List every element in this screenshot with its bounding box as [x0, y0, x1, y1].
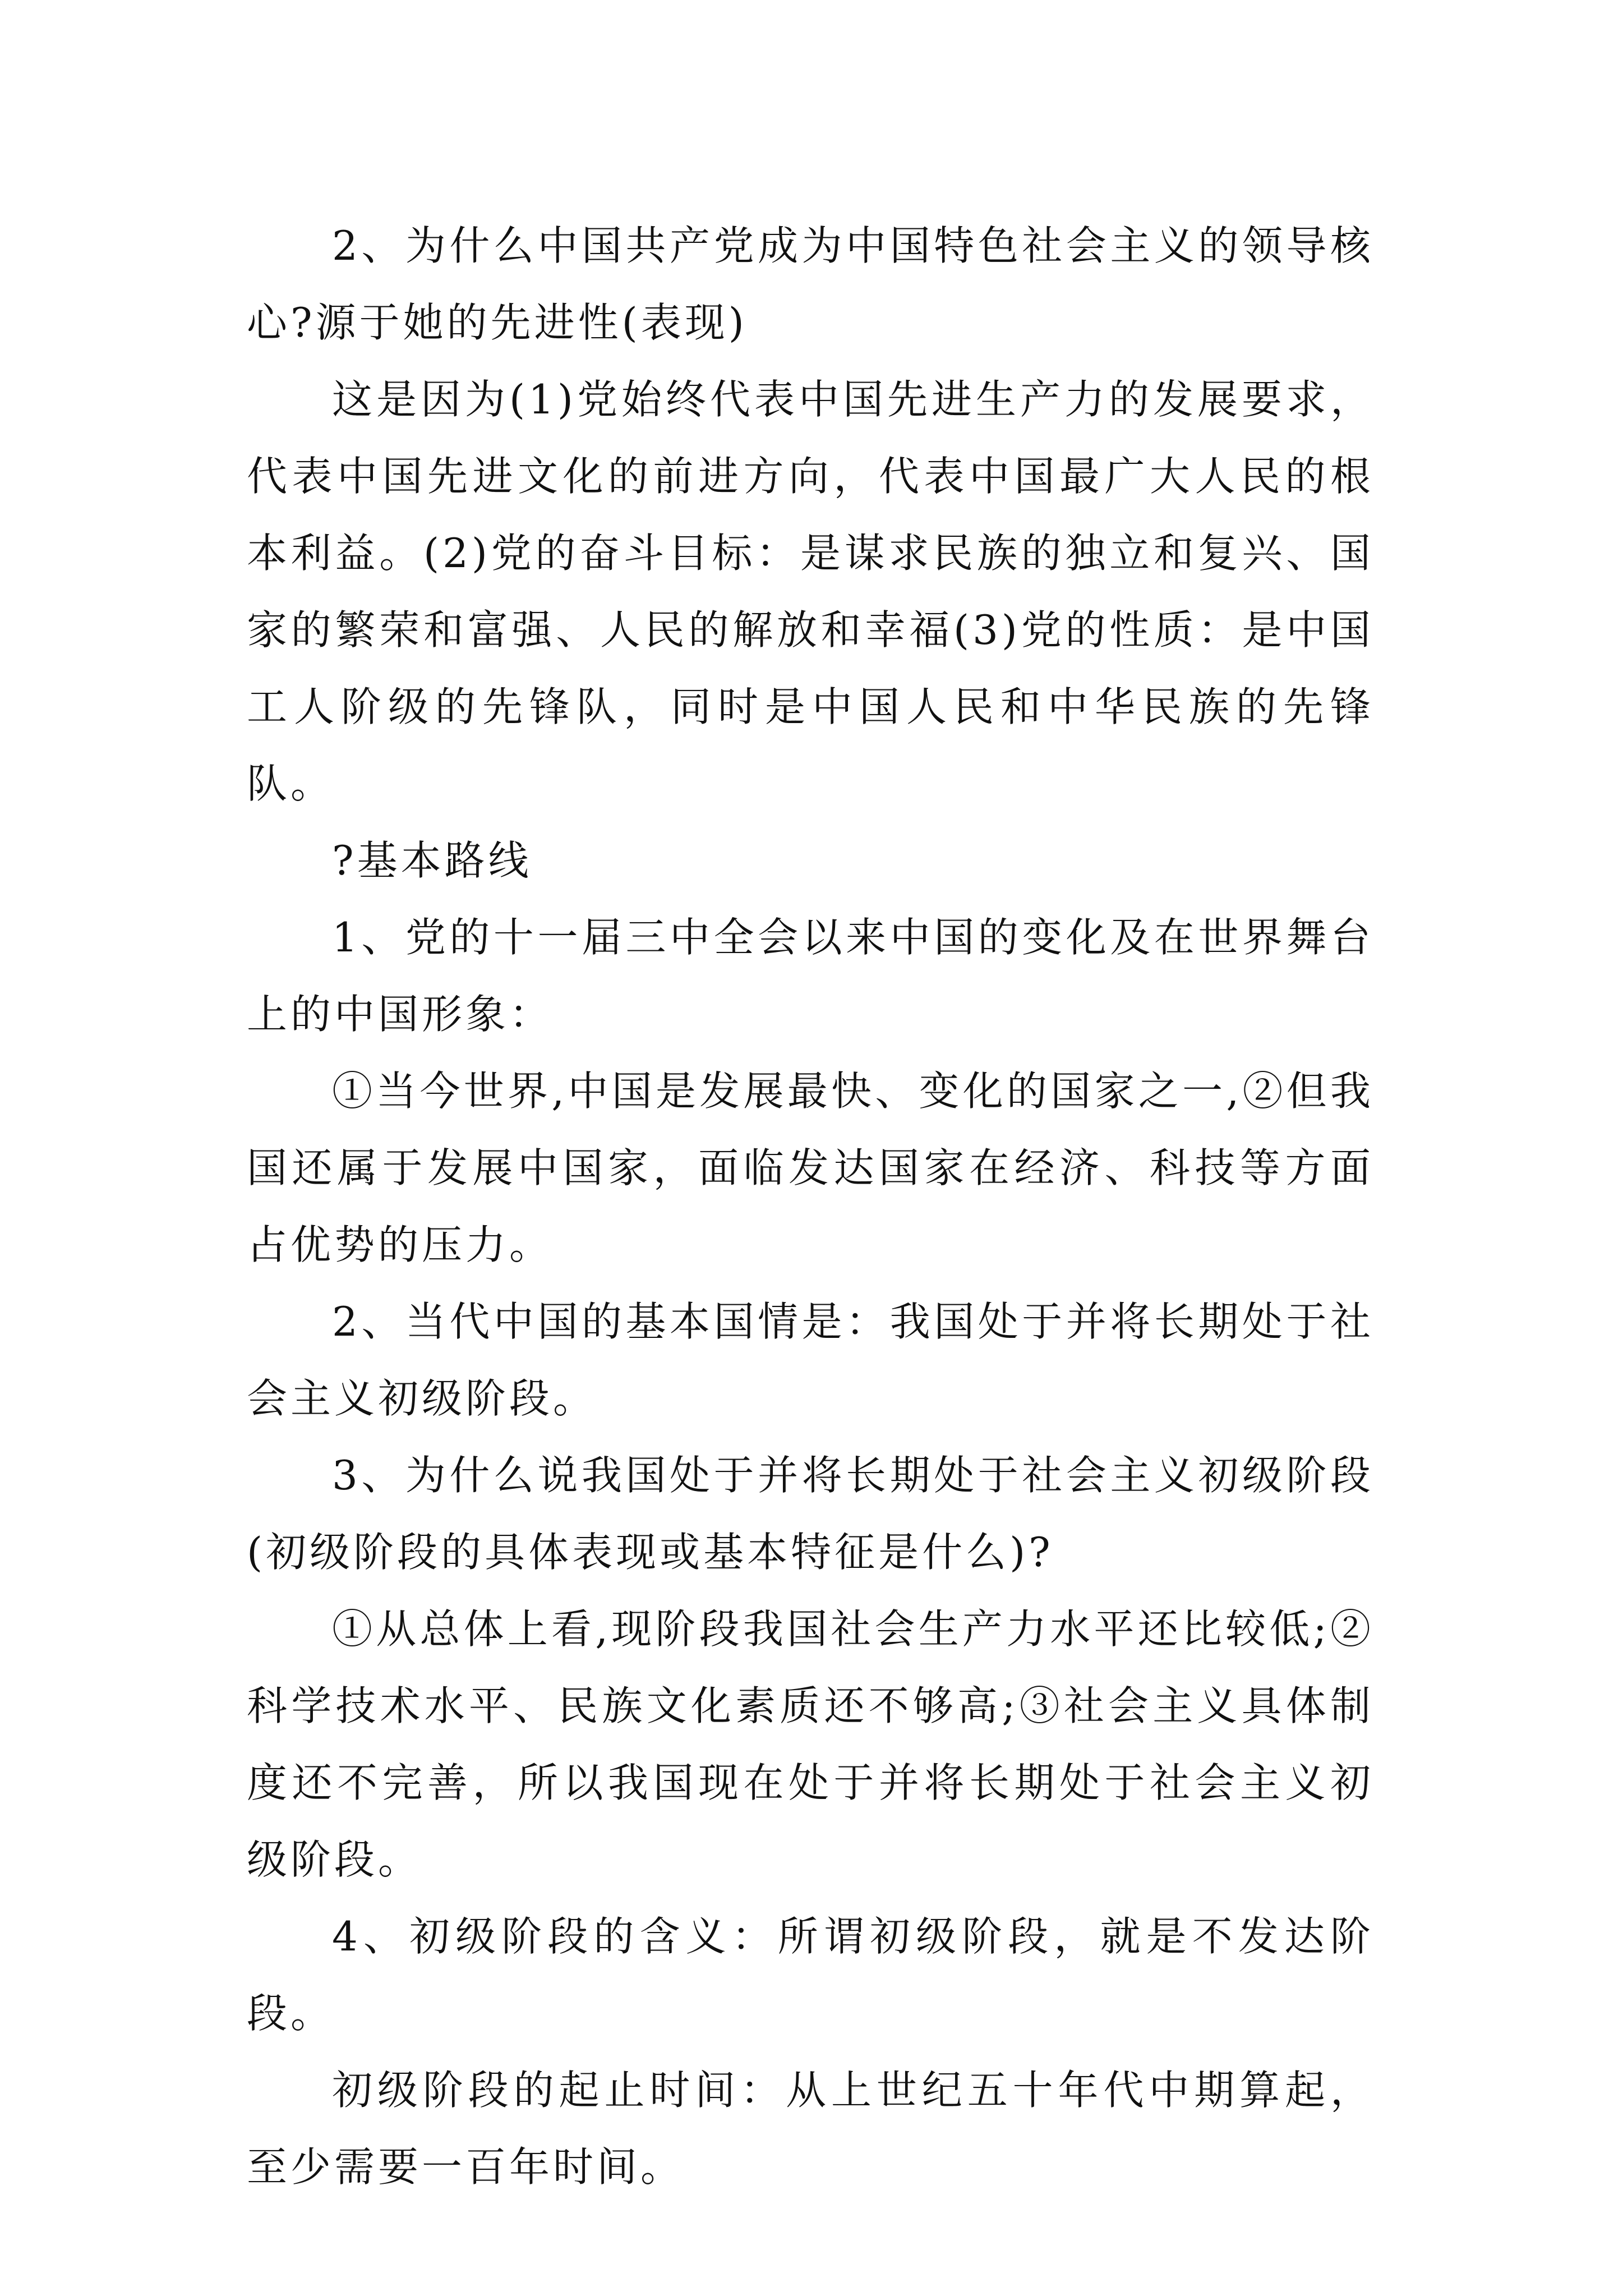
paragraph-china-status: ①当今世界,中国是发展最快、变化的国家之一,②但我国还属于发展中国家，面临发达国家在经济、科技等方面占优势的压力。	[247, 1068, 1374, 1268]
section-heading-basic-line: ?基本路线	[332, 837, 532, 884]
paragraph-why-primary-stage: 3、为什么说我国处于并将长期处于社会主义初级阶段(初级阶段的具体表现或基本特征是什么)?	[247, 1452, 1374, 1576]
paragraph-reasons: 这是因为(1)党始终代表中国先进生产力的发展要求，代表中国先进文化的前进方向，代表中国最广大人民的根本利益。(2)党的奋斗目标：是谋求民族的独立和复兴、国家的繁荣和富强、人民的解放和幸福(3)党的性质：是中国工人阶级的先锋队，同时是中国人民和中华民族的先锋队。	[247, 376, 1374, 807]
paragraph-basic-national-condition: 2、当代中国的基本国情是：我国处于并将长期处于社会主义初级阶段。	[247, 1298, 1374, 1422]
document-page	[247, 208, 1374, 2206]
paragraph-primary-stage-duration: 初级阶段的起止时间：从上世纪五十年代中期算起，至少需要一百年时间。	[247, 2067, 1374, 2191]
paragraph-changes-since-plenum: 1、党的十一届三中全会以来中国的变化及在世界舞台上的中国形象：	[247, 914, 1374, 1038]
paragraph-primary-stage-meaning: 4、初级阶段的含义：所谓初级阶段，就是不发达阶段。	[247, 1913, 1374, 2037]
paragraph-why-party-leads: 2、为什么中国共产党成为中国特色社会主义的领导核心?源于她的先进性(表现)	[247, 222, 1374, 346]
paragraph-primary-stage-features: ①从总体上看,现阶段我国社会生产力水平还比较低;②科学技术水平、民族文化素质还不够高;③社会主义具体制度还不完善，所以我国现在处于并将长期处于社会主义初级阶段。	[247, 1605, 1374, 1883]
